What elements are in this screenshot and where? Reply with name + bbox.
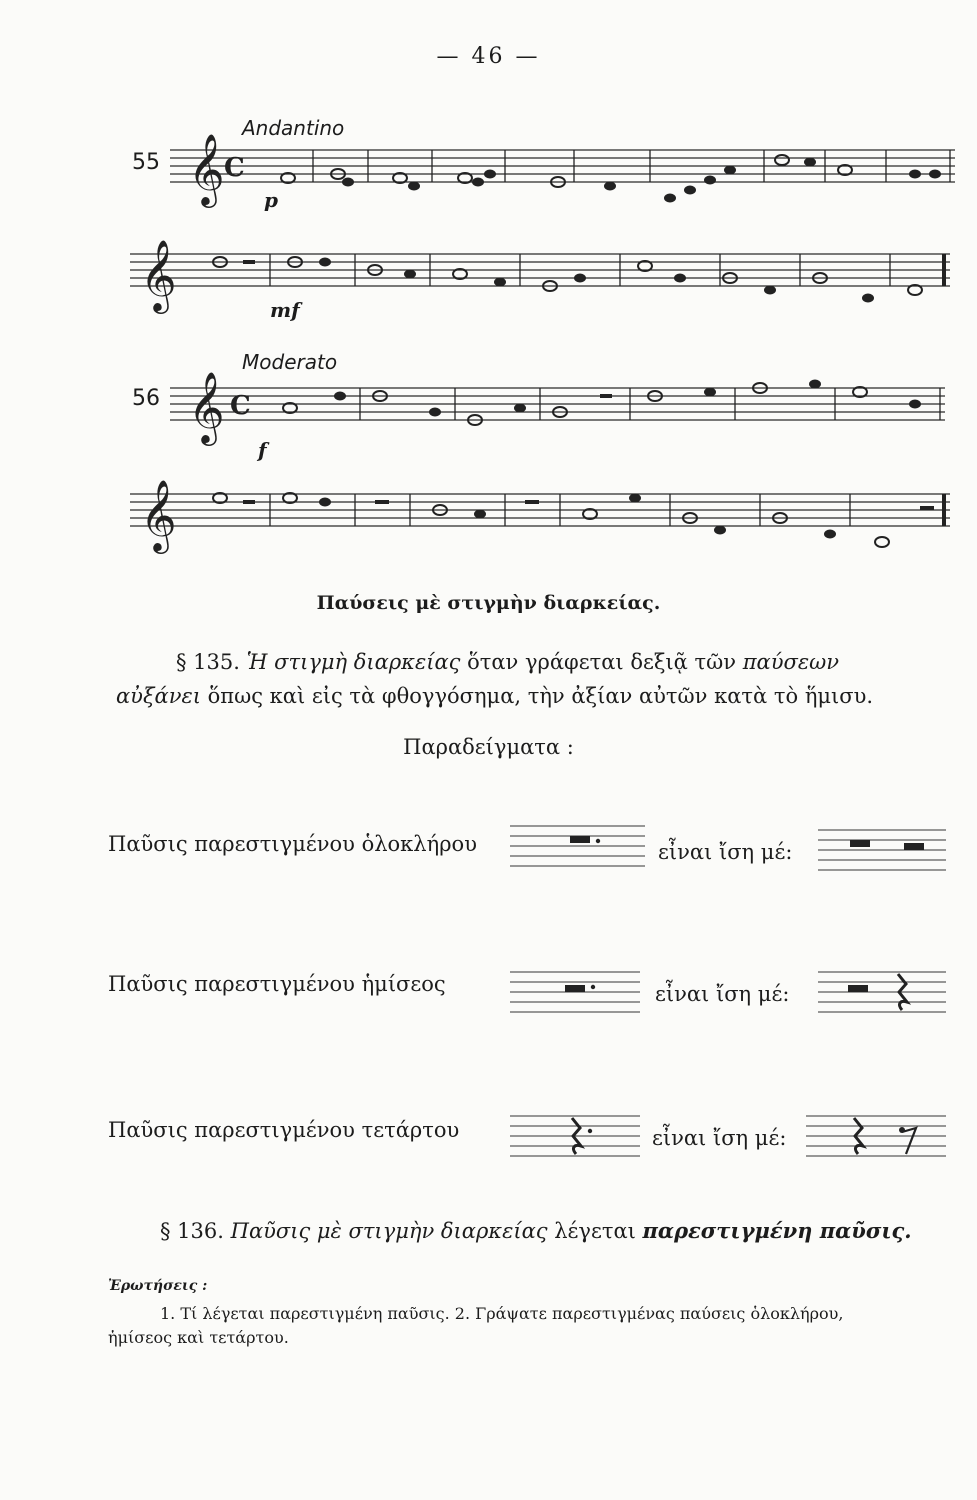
equals-text: εἶναι ἴση μέ: <box>658 840 793 864</box>
half-rest-icon <box>904 843 924 850</box>
eighth-rest-icon <box>899 1127 916 1154</box>
treble-clef-icon <box>140 478 177 554</box>
svg-text:𝄞: 𝄞 <box>140 238 177 311</box>
music-staff-ex55-line1 <box>170 132 960 210</box>
exercise-number-55: 55 <box>132 150 160 175</box>
dynamic-f: f <box>258 438 267 462</box>
section-number-136: § 136. <box>160 1219 224 1243</box>
exercise-number-56: 56 <box>132 386 160 411</box>
paragraph-text: ὅταν γράφεται δεξιᾷ τῶν <box>467 650 737 674</box>
equals-text: εἶναι ἴση μέ: <box>655 982 790 1006</box>
dotted-quarter-rest-staff <box>510 1108 640 1166</box>
music-staff-ex56-line1 <box>170 370 960 448</box>
paragraph-136 <box>160 1218 912 1243</box>
paragraph-text: λέγεται <box>554 1219 636 1243</box>
treble-clef-icon <box>188 370 225 446</box>
dynamic-mf: mf <box>270 298 300 322</box>
svg-text:C: C <box>224 153 245 183</box>
page-number: — 46 — <box>436 44 541 69</box>
treble-clef-icon <box>188 132 225 208</box>
rest-example-label: Παῦσις παρεστιγμένου ὁλοκλήρου <box>108 832 477 856</box>
paragraph-text: ὅπως καὶ εἰς τὰ φθογγόσημα, τὴν ἀξίαν αὐτῶν κατὰ τὸ ἥμισυ. <box>207 684 874 708</box>
whole-plus-half-rest-staff <box>818 822 946 880</box>
tempo-marking-56: Moderato <box>242 350 338 374</box>
svg-text:C: C <box>230 391 251 421</box>
italic-term: Παῦσις μὲ στιγμὴν διαρκείας <box>230 1219 548 1243</box>
svg-text:𝄞: 𝄞 <box>188 370 225 443</box>
paragraph-135-line2 <box>116 684 873 708</box>
italic-term: παύσεων <box>742 650 839 674</box>
treble-clef-icon <box>140 238 177 314</box>
equals-text: εἶναι ἴση μέ: <box>652 1126 787 1150</box>
questions-title: Ἐρωτήσεις : <box>108 1278 208 1294</box>
tempo-marking-55: Andantino <box>242 116 345 140</box>
whole-rest-icon <box>850 840 870 847</box>
question-line-2: ἡμίσεος καὶ τετάρτου. <box>108 1328 289 1347</box>
half-rest-icon <box>565 985 585 992</box>
music-staff-ex56-line2 <box>130 478 960 554</box>
section-heading: Παύσεις μὲ στιγμὴν διαρκείας. <box>316 592 661 614</box>
rest-example-label: Παῦσις παρεστιγμένου τετάρτου <box>108 1118 460 1142</box>
whole-rest-icon <box>570 836 590 843</box>
section-number-135: § 135. <box>176 650 240 674</box>
music-staff-ex55-line2 <box>130 238 960 314</box>
question-line-1: 1. Τί λέγεται παρεστιγμένη παῦσις. 2. Γράψατε παρεστιγμένας παύσεις ὁλοκλήρου, <box>160 1304 844 1323</box>
examples-title: Παραδείγματα : <box>403 735 574 759</box>
dotted-half-rest-staff <box>510 964 640 1022</box>
half-plus-quarter-rest-staff <box>818 964 946 1022</box>
italic-term: Ἡ στιγμὴ διαρκείας <box>246 650 461 674</box>
dotted-whole-rest-staff <box>510 818 645 876</box>
svg-text:𝄞: 𝄞 <box>188 132 225 205</box>
common-time-icon <box>230 391 251 421</box>
svg-text:𝄞: 𝄞 <box>140 478 177 551</box>
half-rest-icon <box>848 985 868 992</box>
dynamic-p: p <box>264 188 278 212</box>
common-time-icon <box>224 153 245 183</box>
italic-term: αὐξάνει <box>116 684 201 708</box>
rest-example-label: Παῦσις παρεστιγμένου ἡμίσεος <box>108 972 446 996</box>
bold-term: παρεστιγμένη παῦσις. <box>642 1218 912 1243</box>
paragraph-135-line1 <box>176 650 839 674</box>
quarter-plus-eighth-rest-staff <box>806 1108 946 1166</box>
